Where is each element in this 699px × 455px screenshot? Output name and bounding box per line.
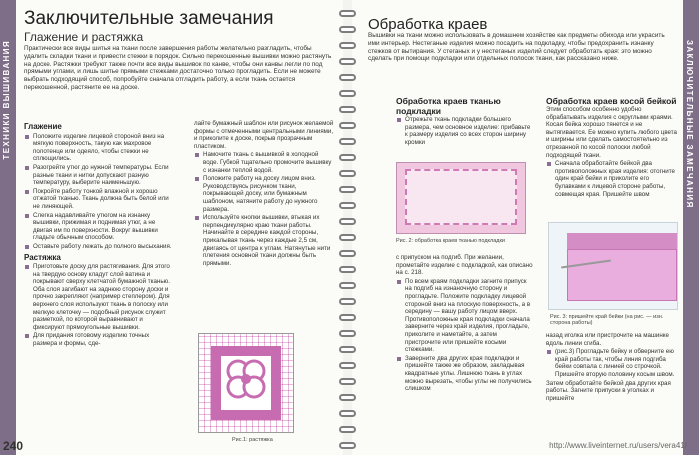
list-item: Покройте работу тонкой влажной и хорошо отжатой тканью. Ткань должна быть белой или не линяющей. <box>24 188 174 211</box>
spiral-ring <box>339 234 356 241</box>
spiral-ring <box>339 74 356 81</box>
list-item: Слегка надавливайте утюгом на изнанку вышивки, прижимая и поднимая утюг, а не двигая им по поверхности. Вокруг вышивки гладьте обычным способом. <box>24 212 174 242</box>
right-column-1-continued <box>396 254 534 394</box>
right-column-1 <box>396 96 534 147</box>
figure-bias-binding <box>548 222 678 310</box>
list-item: Намочите ткань с вышивкой в холодной воде. Губкой тщательно промочите вышивку с изнанки теплой водой. <box>194 151 334 174</box>
spiral-ring <box>339 426 356 433</box>
spiral-ring <box>339 362 356 369</box>
list-item: Для придания готовому изделию точных размера и формы, сде- <box>24 332 174 347</box>
spiral-ring <box>339 394 356 401</box>
figure-caption: Рис. 3: пришейте край бейки (на рис. — изн. сторона работы) <box>550 314 664 326</box>
spiral-ring <box>339 90 356 97</box>
paragraph: с припуском на подгиб. При желании, прометайте изделие с подкладкой, как описано на с. 218. <box>396 254 533 277</box>
spiral-ring <box>339 266 356 273</box>
list-item: По всем краям подкладки загните припуск на подгиб на изнаночную сторону и прогладьте. Положите подкладку лицевой стороной вниз на плоскую поверхность, а в середину — вашу работу лицом вверх. Противоположные края подкладки сначала заверните через край изделия, прогладьте, приколите и наметайте, а затем пристрочите или пришейте косыми стежками. <box>396 278 534 354</box>
paragraph: Затем обработайте бейкой два других края работы. Загните припуски в уголках и пришейте <box>546 379 671 402</box>
list-item: Разогрейте утюг до нужной температуры. Если разные ткани и нитки допускают разную температуру, выберите наименьшую. <box>24 164 174 187</box>
spiral-ring <box>339 410 356 417</box>
page-title: Заключительные замечания <box>24 8 274 29</box>
right-column-2 <box>546 96 680 199</box>
spiral-ring <box>339 170 356 177</box>
paragraph: назад иголка или пристрочите на машинке вдоль линии сгиба. <box>546 332 669 347</box>
list-item: Сначала обработайте бейкой два противоположных края изделия: отогните один край бейки и приколите его булавками к лицевой стороне работы, совмещая края. Пришейте швом <box>546 160 680 198</box>
list-item: Положите изделие лицевой стороной вниз на мягкую поверхность, такую как махровое полотенце или одеяло, чтобы стежки не сплющились. <box>24 133 174 163</box>
page-number: 240 <box>3 439 24 453</box>
figure-caption: Рис. 2: обработка краев тканью подкладки <box>396 238 505 244</box>
spiral-ring <box>339 298 356 305</box>
heading-lining-edges: Обработка краев тканью подкладки <box>396 96 501 116</box>
left-side-tab: ТЕХНИКИ ВЫШИВАНИЯ <box>0 0 16 455</box>
spiral-ring <box>339 202 356 209</box>
list-item: Отрежьте ткань подкладки большего размера, чем основное изделие: прибавьте к размеру изделия со всех сторон ширину кромки <box>396 116 534 146</box>
list-item: Заверните два других края подкладки и пришейте также же образом, закладывая квадратные углы. Лишнюю ткань в углах можно вырезать, чтобы углы не получились слишком <box>396 355 534 393</box>
spiral-ring <box>339 26 356 33</box>
right-side-tab: ЗАКЛЮЧИТЕЛЬНЫЕ ЗАМЕЧАНИЯ <box>683 0 699 455</box>
spiral-ring <box>339 330 356 337</box>
flower-motif-icon <box>221 354 271 406</box>
spiral-ring <box>339 122 356 129</box>
heading-bias-binding: Обработка краев косой бейкой <box>546 96 677 106</box>
left-column-2 <box>194 120 334 268</box>
intro-paragraph: Вышивки на ткани можно использовать в домашнем хозяйстве как предметы обихода или украсить ими интерьер. Нестеганые изделия можно посадить на подкладку, чтобы предохранить изнанку стежков от вытирания. У стеганых и у нестеганых изделий следует обработать края: это можно сделать при помощи подкладки или отдельных полосок ткани, как рассказано ниже. <box>368 32 665 63</box>
list-item: (рис.3) Прогладьте бейку и обверните ею край работы так, чтобы линия подгиба бейки совпала с линией со строчкой. Пришейте вторую половину косым швом. <box>546 348 680 378</box>
list-item: Приготовьте доску для растягивания. Для этого на твердую основу кладут слой ватина и покрывают сверху клетчатой бумажной тканью. Оба слоя загибают на заднюю сторону доски и прочно закрепляют (например степлером). Для верхнего слоя используют ткань в полоску или мелкую клеточку — подобный рисунок служит разметкой, по которой выравнивают и фиксируют прямоугольные вышивки. <box>24 263 174 331</box>
heading-stretching: Растяжка <box>24 252 61 262</box>
spiral-ring <box>339 250 356 257</box>
watermark-url: http://www.liveinternet.ru/users/vera41/ <box>549 441 687 450</box>
spiral-ring <box>339 282 356 289</box>
page-title: Обработка краев <box>368 16 488 33</box>
spiral-ring <box>339 218 356 225</box>
spiral-ring <box>339 138 356 145</box>
spiral-ring <box>339 58 356 65</box>
spiral-ring <box>339 442 356 449</box>
figure-stretching-board <box>198 333 294 433</box>
figure-lining <box>396 162 526 234</box>
paragraph: лайте бумажный шаблон или рисунок желаемой формы с отмеченными центральными линиями, и приколите к доске, покрыв прозрачным пластиком. <box>194 120 334 150</box>
spiral-ring <box>339 378 356 385</box>
spiral-ring <box>339 314 356 321</box>
list-item: Оставьте работу лежать до полного высыхания. <box>24 243 174 251</box>
left-page <box>0 0 347 455</box>
spiral-ring <box>339 10 356 17</box>
spiral-ring <box>339 154 356 161</box>
paragraph: Этим способом особенно удобно обрабатывать изделия с округлыми краями. Косая бейка хорошо тянется и не вытягивается. Ее можно купить любого цвета и ширины или сделать самостоятельно из отрезанной по косой полоски любой подходящей ткани. <box>546 106 677 159</box>
page-subtitle: Глажение и растяжка <box>24 30 144 44</box>
list-item: Положите работу на доску лицом вниз. Руководствуясь рисунком ткани, покрывающей доску, или бумажным шаблоном, натяните работу до нужного размера. <box>194 175 334 213</box>
spiral-ring <box>339 106 356 113</box>
left-column-1 <box>24 120 174 349</box>
list-item: Используйте кнопки вышивки, втыкая их перпендикулярно краю ткани работы. Начинайте в середине каждой стороны, прикалывая ткань через каждые 2,5 см, двигаясь от центра к углам. Натянутые нити плетения основной ткани должны быть прямыми. <box>194 214 334 267</box>
spiral-ring <box>339 42 356 49</box>
right-column-2-continued <box>546 332 680 403</box>
right-page <box>352 0 699 455</box>
heading-ironing: Глажение <box>24 122 62 131</box>
spiral-ring <box>339 186 356 193</box>
spiral-ring <box>339 346 356 353</box>
intro-paragraph: Практически все виды шитья на ткани после завершения работы желательно разгладить, чтобы удалить складки ткани и привести стежки в порядок. Сильно перекошенные вышивки можно растянуть на доске. Растяжки требуют также почти все виды вышивок по канве, чтобы они канвы легли по под прямыми углами, и лишь шитье прямыми стежками достаточно только прогладить. Если не можете выбрать подходящий способ, попробуйте сначала отгладить работу, а если ткань остается перекошенной, растяните ее на доске. <box>24 45 332 91</box>
figure-caption: Рис.1: растяжка <box>232 437 273 443</box>
